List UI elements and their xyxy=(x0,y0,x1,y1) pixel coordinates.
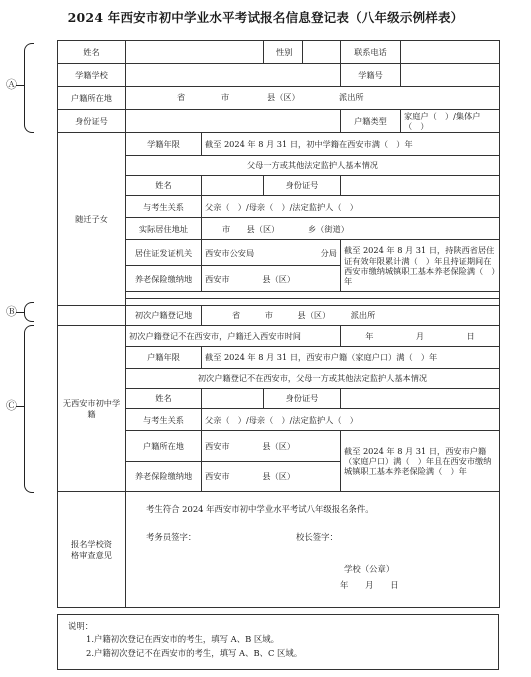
principal-signature[interactable]: 校长签字： xyxy=(296,532,338,543)
name-field[interactable] xyxy=(126,41,264,64)
phone-label: 联系电话 xyxy=(341,41,401,64)
review-area xyxy=(126,492,500,608)
section-a-tick xyxy=(16,85,24,86)
permit-label: 居住证发证机关 xyxy=(126,240,202,266)
notes-title: 说明： xyxy=(68,621,94,631)
no-xian-label: 无西安市初中学籍 xyxy=(58,326,126,492)
household-type-value[interactable]: 家庭户（ ）/集体户（ ） xyxy=(401,109,500,132)
section-a-marker: Ⓐ xyxy=(6,78,17,91)
migrant-guardian-name-label: 姓名 xyxy=(126,175,202,196)
migrant-pension-label: 养老保险缴纳地 xyxy=(126,266,202,292)
registration-form xyxy=(57,40,499,608)
migrant-guardian-name-field[interactable] xyxy=(202,175,264,196)
school-field[interactable] xyxy=(126,63,341,86)
c-guardian-id-label: 身份证号 xyxy=(264,388,341,409)
id-card-label: 身份证号 xyxy=(58,109,126,132)
permit-field[interactable] xyxy=(202,240,341,266)
section-c-brace xyxy=(24,325,34,493)
household-years-label: 户籍年限 xyxy=(126,347,202,369)
move-date-field[interactable] xyxy=(341,326,500,347)
notes-box xyxy=(57,614,499,670)
move-year: 年 xyxy=(365,331,374,342)
school-seal: 学校（公章） xyxy=(344,564,395,575)
review-statement: 考生符合 2024 年西安市初中学业水平考试八年级报名条件。 xyxy=(146,504,374,515)
student-no-label: 学籍号 xyxy=(341,63,401,86)
first-registration-label: 初次户籍登记地 xyxy=(126,305,202,326)
section-b-tick xyxy=(16,312,24,313)
migrant-relation-label: 与考生关系 xyxy=(126,196,202,218)
notes-line-1: 1.户籍初次登记在西安市的考生，填写 A、B 区域。 xyxy=(86,634,280,645)
household-location-field[interactable] xyxy=(126,86,500,109)
city-text: 市 xyxy=(221,91,230,102)
move-month: 月 xyxy=(415,331,425,342)
migrant-years-text: 截至 2024 年 8 月 31 日，初中学籍在西安市满（ ）年 xyxy=(202,133,500,156)
province-text: 省 xyxy=(177,91,186,102)
household-type-label: 户籍类型 xyxy=(341,109,401,132)
gender-cell xyxy=(264,41,341,64)
name-label: 姓名 xyxy=(58,41,126,64)
permit-note: 截至 2024 年 8 月 31 日，持陕西省居住证有效年限累计满（ ）年且持证期间在西安市缴纳城镇职工基本养老保险满（ ）年 xyxy=(341,240,500,292)
section-b-marker: Ⓑ xyxy=(6,305,17,318)
household-location-label: 户籍所在地 xyxy=(58,86,126,109)
first-registration-value[interactable]: 省 市 县（区） 派出所 xyxy=(202,305,500,326)
section-c-tick xyxy=(16,406,24,407)
review-date: 年 月 日 xyxy=(340,580,399,591)
migrant-relation-value[interactable]: 父亲（ ）/母亲（ ）/法定监护人（ ） xyxy=(202,196,500,218)
section-a-brace xyxy=(24,43,34,133)
c-guardian-id-field[interactable] xyxy=(341,388,500,409)
c-pension-value[interactable]: 西安市 县（区） xyxy=(202,461,341,492)
migrant-pension-value[interactable]: 西安市 县（区） xyxy=(202,266,341,292)
c-household-label: 户籍所在地 xyxy=(126,431,202,462)
migrant-years-label: 学籍年限 xyxy=(126,133,202,156)
migrant-guardian-id-field[interactable] xyxy=(341,175,500,196)
move-day: 日 xyxy=(466,331,475,342)
page-title: 2024 年西安市初中学业水平考试报名信息登记表（八年级示例样表） xyxy=(67,10,464,25)
gender-field[interactable] xyxy=(302,41,338,63)
gender-label: 性别 xyxy=(276,46,293,57)
police-station-text: 派出所 xyxy=(339,91,364,102)
id-card-field[interactable] xyxy=(126,109,341,132)
first-reg-move-text: 初次户籍登记不在西安市，户籍迁入西安市时间 xyxy=(126,326,341,347)
c-guardian-name-field[interactable] xyxy=(202,388,264,409)
student-no-field[interactable] xyxy=(401,63,500,86)
c-guardian-name-label: 姓名 xyxy=(126,388,202,409)
migrant-address-label: 实际居住地址 xyxy=(126,218,202,240)
section-b-blank xyxy=(58,305,126,326)
c-guardian-header: 初次户籍登记不在西安市，父母一方或其他法定监护人基本情况 xyxy=(126,368,500,388)
c-relation-value[interactable]: 父亲（ ）/母亲（ ）/法定监护人（ ） xyxy=(202,409,500,431)
notes-line-2: 2.户籍初次登记不在西安市的考生，填写 A、B、C 区域。 xyxy=(86,647,303,658)
migrant-guardian-id-label: 身份证号 xyxy=(264,175,341,196)
migrant-guardian-header: 父母一方或其他法定监护人基本情况 xyxy=(126,156,500,176)
phone-field[interactable] xyxy=(401,41,500,64)
section-c-marker: Ⓒ xyxy=(6,399,17,412)
review-label: 报名学校资格审查意见 xyxy=(58,492,126,608)
permit-suffix: 分局 xyxy=(320,247,337,258)
examiner-signature[interactable]: 考务员签字： xyxy=(146,532,197,543)
c-note: 截至 2024 年 8 月 31 日，西安市户籍（家庭户口）满（ ）年且在西安市缴纳城镇职工基本养老保险满（ ）年 xyxy=(341,431,500,492)
permit-value: 西安市公安局 xyxy=(205,247,255,258)
migrant-address-value[interactable]: 市 县（区） 乡（街道） xyxy=(202,218,500,240)
c-relation-label: 与考生关系 xyxy=(126,409,202,431)
county-text: 县（区） xyxy=(267,91,300,102)
section-b-brace xyxy=(24,302,34,322)
c-pension-label: 养老保险缴纳地 xyxy=(126,461,202,492)
school-label: 学籍学校 xyxy=(58,63,126,86)
c-household-value[interactable]: 西安市 县（区） xyxy=(202,431,341,462)
migrant-label: 随迁子女 xyxy=(58,133,126,305)
household-years-text: 截至 2024 年 8 月 31 日，西安市户籍（家庭户口）满（ ）年 xyxy=(202,347,500,369)
